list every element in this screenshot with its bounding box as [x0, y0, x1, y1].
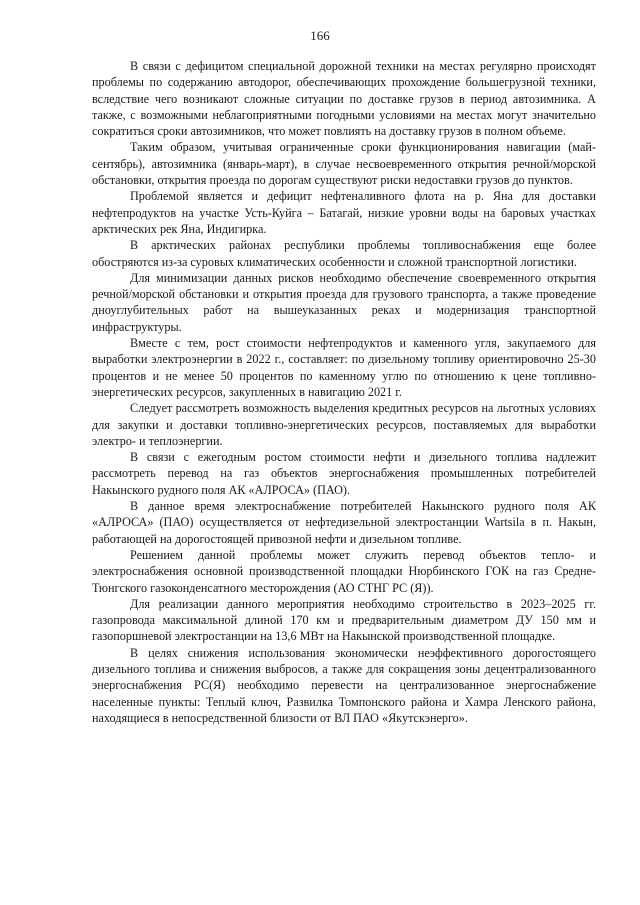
paragraph: В данное время электроснабжение потребителей Накынского рудного поля АК «АЛРОСА» (ПАО) осуществляется от нефтедизельной электростанции Wartsila в п. Накын, работающей на дорогостоящей привозной нефти и дизельном топливе.	[92, 499, 596, 546]
paragraph: Проблемой является и дефицит нефтеналивного флота на р. Яна для доставки нефтепродуктов на участке Усть-Куйга – Батагай, низкие уровни воды на баровых участках арктических рек Яна, Индигирка.	[92, 189, 596, 236]
paragraph: В связи с ежегодным ростом стоимости нефти и дизельного топлива надлежит рассмотреть перевод на газ объектов энергоснабжения промышленных потребителей Накынского рудного поля АК «АЛРОСА» (ПАО).	[92, 450, 596, 497]
document-body	[92, 58, 596, 726]
paragraph: В арктических районах республики проблемы топливоснабжения еще более обостряются из-за суровых климатических особенности и сложной транспортной логистики.	[92, 238, 596, 269]
paragraph: В целях снижения использования экономически неэффективного дорогостоящего дизельного топлива и снижения выбросов, а также для сокращения зоны децентрализованного энергоснабжения РС(Я) необходимо перевести на централизованное энергоснабжение населенные пункты: Теплый ключ, Развилка Томпонского района и Хамра Ленского района, находящиеся в непосредственной близости от ВЛ ПАО «Якутскэнерго».	[92, 645, 596, 725]
page-number: 166	[310, 28, 330, 43]
paragraph: Таким образом, учитывая ограниченные сроки функционирования навигации (май-сентябрь), автозимника (январь-март), в случае несвоевременного открытия речной/морской обстановки, открытия проезда по дорогам существуют риски недоставки грузов до пунктов.	[92, 140, 596, 188]
paragraph: Следует рассмотреть возможность выделения кредитных ресурсов на льготных условиях для закупки и доставки топливно-энергетических ресурсов, поставляемых для выработки электро- и теплоэнергии.	[92, 401, 596, 448]
paragraph: Для минимизации данных рисков необходимо обеспечение своевременного открытия речной/морской обстановки и открытия проезда для грузового транспорта, а также проведение дноуглубительных работ на вышеуказанных реках и модернизация транспортной инфраструктуры.	[92, 270, 596, 334]
paragraph: Для реализации данного мероприятия необходимо строительство в 2023–2025 гг. газопровода максимальной длиной 170 км и предварительным диаметром ДУ 150 мм и газопоршневой электростанции на 13,6 МВт на Накынской производственной площадке.	[92, 596, 596, 644]
paragraph: В связи с дефицитом специальной дорожной техники на местах регулярно происходят проблемы по содержанию автодорог, обеспечивающих прохождение большегрузной техники, вследствие чего возникают сложные ситуации по доставке грузов в период автозимника. А также, с возможными неблагоприятными погодными условиями на местах могут значительно сократиться сроки автозимников, что может повлиять на доставку грузов в полном объеме.	[92, 59, 596, 139]
paragraph: Вместе с тем, рост стоимости нефтепродуктов и каменного угля, закупаемого для выработки электроэнергии в 2022 г., составляет: по дизельному топливу ориентировочно 25-30 процентов и не менее 50 процентов по каменному углю по отношению к цене топливно-энергетических ресурсов, закупленных в навигацию 2021 г.	[92, 336, 596, 399]
paragraph: Решением данной проблемы может служить перевод объектов тепло- и электроснабжения основной производственной площадки Нюрбинского ГОК на газ Средне-Тюнгского газоконденсатного месторождения (АО СТНГ РС (Я)).	[92, 547, 596, 595]
